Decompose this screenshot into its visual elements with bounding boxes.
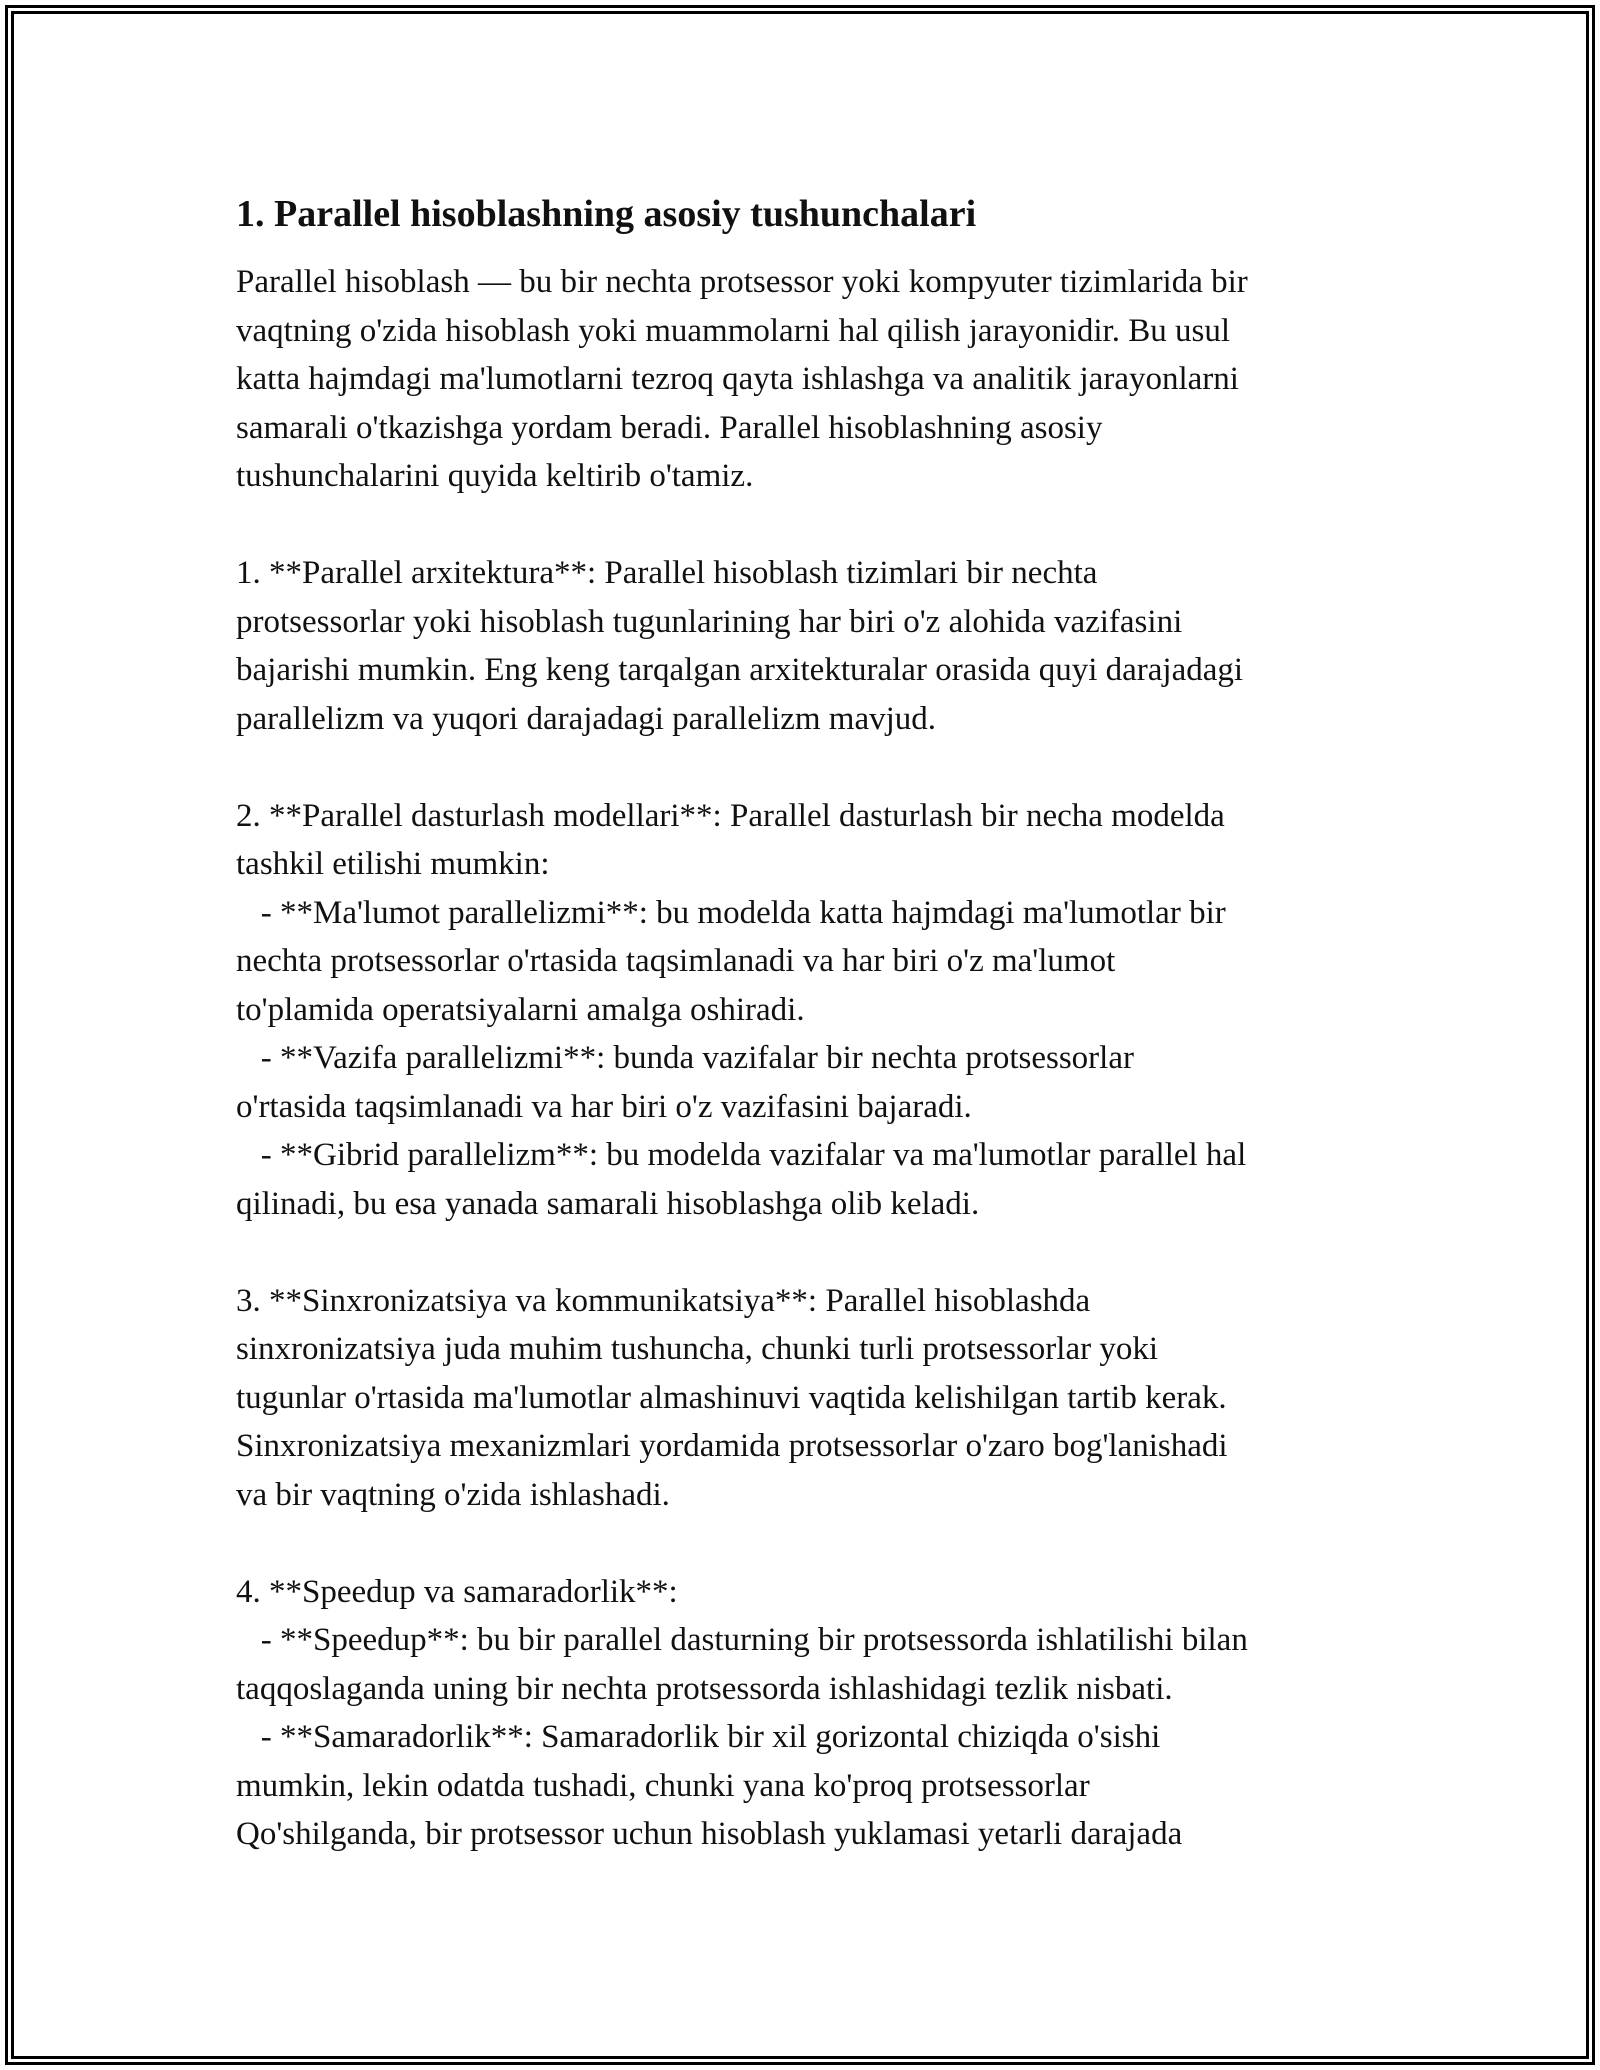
document-content — [236, 186, 1376, 1859]
document-title: 1. Parallel hisoblashning asosiy tushunchalari — [236, 193, 977, 235]
document-body: Parallel hisoblash — bu bir nechta protsessor yoki kompyuter tizimlarida bir vaqtning o'zida hisoblash yoki muammolarni hal qilish jarayonidir. Bu usul katta hajmdagi ma'lumotlarni tezroq qayta ishlashga va analitik jarayonlarni samarali o'tkazishga yordam beradi. Parallel hisoblashning asosiy tushunchalarini quyida keltirib o'tamiz. 1. **Parallel arxitektura**: Parallel hisoblash tizimlari bir nechta protsessorlar yoki hisoblash tugunlarining har biri o'z alohida vazifasini bajarishi mumkin. Eng keng tarqalgan arxitekturalar orasida quyi darajadagi parallelizm va yuqori darajadagi parallelizm mavjud. 2. **Parallel dasturlash modellari**: Parallel dasturlash bir necha modelda tashkil etilishi mumkin: - **Ma'lumot parallelizmi**: bu modelda katta hajmdagi ma'lumotlar bir nechta protsessorlar o'rtasida taqsimlanadi va har biri o'z ma'lumot to'plamida operatsiyalarni amalga oshiradi. - **Vazifa parallelizmi**: bunda vazifalar bir nechta protsessorlar o'rtasida taqsimlanadi va har biri o'z vazifasini bajaradi. - **Gibrid parallelizm**: bu modelda vazifalar va ma'lumotlar parallel hal qilinadi, bu esa yanada samarali hisoblashga olib keladi. 3. **Sinxronizatsiya va kommunikatsiya**: Parallel hisoblashda sinxronizatsiya juda muhim tushuncha, chunki turli protsessorlar yoki tugunlar o'rtasida ma'lumotlar almashinuvi vaqtida kelishilgan tartib kerak. Sinxronizatsiya mexanizmlari yordamida protsessorlar o'zaro bog'lanishadi va bir vaqtning o'zida ishlashadi. 4. **Speedup va samaradorlik**: - **Speedup**: bu bir parallel dasturning bir protsessorda ishlatilishi bilan taqqoslaganda uning bir nechta protsessorda ishlashidagi tezlik nisbati. - **Samaradorlik**: Samaradorlik bir xil gorizontal chiziqda o'sishi mumkin, lekin odatda tushadi, chunki yana ko'proq protsessorlar Qo'shilganda, bir protsessor uchun hisoblash yuklamasi yetarli darajada — [236, 264, 1248, 1852]
